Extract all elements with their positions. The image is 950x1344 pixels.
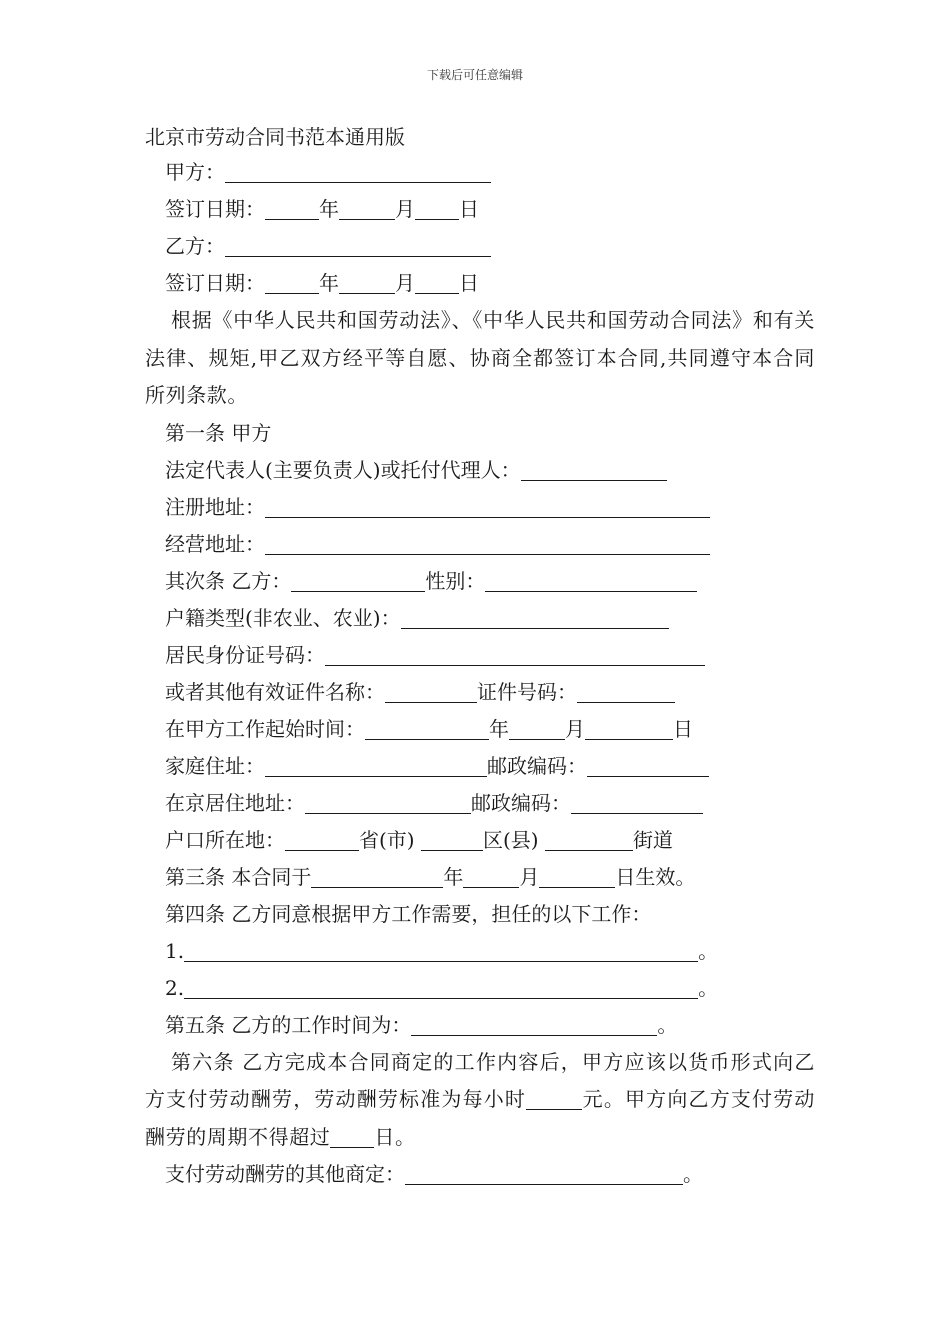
day-label: 日 <box>459 197 479 221</box>
item1-label: 1. <box>165 938 185 963</box>
district-blank[interactable] <box>421 828 483 851</box>
month-label: 月 <box>395 197 415 221</box>
legal-rep-label: 法定代表人(主要负责人)或托付代理人： <box>165 457 521 482</box>
other-cert-line <box>145 674 815 711</box>
article5-line <box>145 1007 815 1044</box>
article6-paragraph <box>145 1044 815 1157</box>
reg-addr-blank[interactable] <box>265 495 710 518</box>
start-day-blank[interactable] <box>585 717 673 740</box>
article3-post: 日生效。 <box>615 864 696 889</box>
other-pay-label: 支付劳动酬劳的其他商定： <box>165 1162 405 1186</box>
home-addr-label: 家庭住址： <box>165 753 265 778</box>
cert-no-label: 证件号码： <box>477 679 577 704</box>
sign-date-b-line <box>145 265 815 302</box>
legal-rep-line <box>145 452 815 489</box>
page-header-note: 下载后可任意编辑 <box>426 68 523 82</box>
bj-addr-label: 在京居住地址： <box>165 790 305 815</box>
home-postcode-blank[interactable] <box>587 754 709 777</box>
household-blank[interactable] <box>401 606 669 629</box>
item-end: 。 <box>698 975 719 1000</box>
other-pay-end: 。 <box>683 1162 703 1186</box>
id-number-blank[interactable] <box>325 643 705 666</box>
year-label: 年 <box>319 197 339 221</box>
party-b-blank[interactable] <box>225 234 491 257</box>
day-label: 日 <box>459 271 479 295</box>
household-label: 户籍类型(非农业、农业)： <box>165 605 401 630</box>
other-pay-line <box>145 1156 815 1193</box>
sign-date-label: 签订日期： <box>165 197 265 221</box>
party-b-line <box>145 228 815 265</box>
effective-day-blank[interactable] <box>539 865 615 888</box>
other-pay-blank[interactable] <box>405 1162 683 1185</box>
reg-addr-label: 注册地址： <box>165 494 265 519</box>
start-time-line <box>145 711 815 748</box>
year-label: 年 <box>319 271 339 295</box>
contract-document <box>145 120 815 1193</box>
start-month-blank[interactable] <box>509 717 565 740</box>
year-blank[interactable] <box>265 197 319 220</box>
cert-no-blank[interactable] <box>577 680 675 703</box>
start-time-label: 在甲方工作起始时间： <box>165 716 365 741</box>
day-blank[interactable] <box>415 197 459 220</box>
month-blank[interactable] <box>339 271 395 294</box>
work-time-blank[interactable] <box>411 1013 657 1036</box>
bj-addr-line <box>145 785 815 822</box>
year-label: 年 <box>443 864 464 889</box>
party-a-line <box>145 154 815 191</box>
biz-addr-label: 经营地址： <box>165 531 265 556</box>
street-label: 街道 <box>632 827 673 852</box>
id-number-label: 居民身份证号码： <box>165 642 325 667</box>
effective-year-blank[interactable] <box>311 865 443 888</box>
article1-heading: 第一条 甲方 <box>165 420 272 445</box>
year-label: 年 <box>489 716 509 741</box>
postcode-label: 邮政编码： <box>471 790 571 815</box>
legal-rep-blank[interactable] <box>521 458 667 481</box>
bj-addr-blank[interactable] <box>305 791 471 814</box>
article4-heading: 第四条 乙方同意根据甲方工作需要，担任的以下工作： <box>165 901 652 926</box>
bj-postcode-blank[interactable] <box>571 791 703 814</box>
article6-part2: 元。甲方向乙方支付劳动酬劳的周期不得超过 <box>145 1087 815 1149</box>
article2-heading: 其次条 乙方： <box>165 568 292 593</box>
article5-end: 。 <box>657 1012 678 1037</box>
month-blank[interactable] <box>339 197 395 220</box>
hukou-label: 户口所在地： <box>165 827 285 852</box>
sign-date-label: 签订日期： <box>165 271 265 295</box>
document-title: 北京市劳动合同书范本通用版 <box>145 125 405 149</box>
article6-part1: 第六条 乙方完成本合同商定的工作内容后，甲方应该以货币形式向乙方支付劳动酬劳，劳动酬劳标准为每小时 <box>145 1049 815 1111</box>
job-item-1-blank[interactable] <box>184 939 698 962</box>
id-number-line <box>145 637 815 674</box>
home-addr-blank[interactable] <box>265 754 487 777</box>
item-end: 。 <box>698 938 719 963</box>
start-year-blank[interactable] <box>365 717 489 740</box>
other-cert-blank[interactable] <box>385 680 477 703</box>
item2-label: 2. <box>165 975 185 1000</box>
article5-label: 第五条 乙方的工作时间为： <box>165 1012 412 1037</box>
biz-addr-blank[interactable] <box>265 532 710 555</box>
month-label: 月 <box>565 716 585 741</box>
party-b-label: 乙方： <box>165 234 225 258</box>
pay-cycle-blank[interactable] <box>330 1125 374 1148</box>
party-a-label: 甲方： <box>165 160 225 184</box>
home-addr-line <box>145 748 815 785</box>
street-blank[interactable] <box>545 828 633 851</box>
month-label: 月 <box>519 864 540 889</box>
article2-line <box>145 563 815 600</box>
sign-date-a-line <box>145 191 815 228</box>
gender-blank[interactable] <box>485 569 697 592</box>
month-label: 月 <box>395 271 415 295</box>
job-item-2 <box>145 970 815 1007</box>
hukou-line <box>145 822 815 859</box>
day-label: 日 <box>673 716 693 741</box>
year-blank[interactable] <box>265 271 319 294</box>
day-blank[interactable] <box>415 271 459 294</box>
party-b-name-blank[interactable] <box>291 569 425 592</box>
effective-month-blank[interactable] <box>463 865 519 888</box>
postcode-label: 邮政编码： <box>487 753 587 778</box>
other-cert-label: 或者其他有效证件名称： <box>165 679 385 704</box>
hourly-rate-blank[interactable] <box>526 1087 582 1110</box>
party-a-blank[interactable] <box>225 160 491 183</box>
article3-pre: 第三条 本合同于 <box>165 864 312 889</box>
job-item-2-blank[interactable] <box>184 976 698 999</box>
reg-addr-line <box>145 489 815 526</box>
intro-paragraph: 根据《中华人民共和国劳动法》、《中华人民共和国劳动合同法》和有关法律、规矩,甲乙双方经平等自愿、协商全都签订本合同,共同遵守本合同所列条款。 <box>145 308 815 407</box>
household-line <box>145 600 815 637</box>
article3-line <box>145 859 815 896</box>
article6-part3: 日。 <box>374 1124 416 1149</box>
biz-addr-line <box>145 526 815 563</box>
gender-label: 性别： <box>425 568 486 593</box>
district-label: 区(县) <box>482 827 539 852</box>
job-item-1 <box>145 933 815 970</box>
province-blank[interactable] <box>285 828 359 851</box>
province-label: 省(市) <box>359 827 415 852</box>
